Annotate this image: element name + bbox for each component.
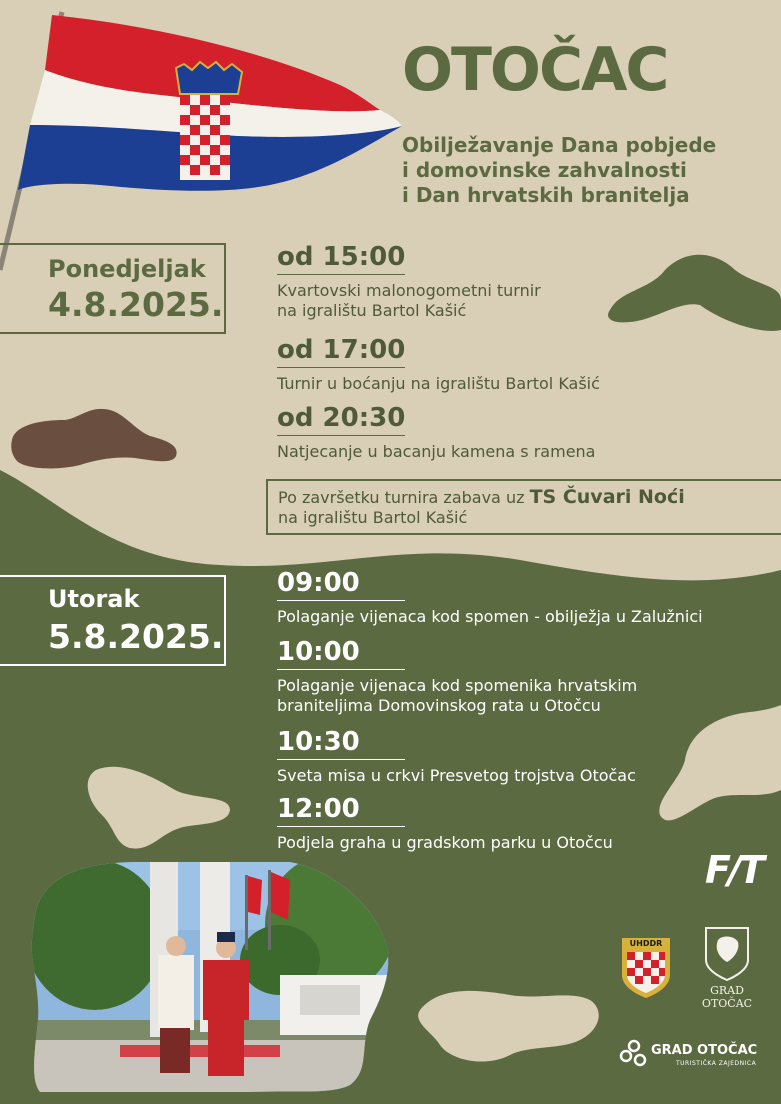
time-underline bbox=[277, 600, 405, 601]
day2-event bbox=[277, 727, 636, 786]
day1-name: Ponedjeljak bbox=[48, 255, 206, 283]
event-desc: Kvartovski malonogometni turnir bbox=[277, 281, 541, 300]
time-underline bbox=[277, 759, 405, 760]
event-time: 09:00 bbox=[277, 568, 360, 598]
event-time: 12:00 bbox=[277, 794, 360, 824]
time-underline bbox=[277, 274, 405, 275]
time-underline bbox=[277, 435, 405, 436]
day2-date: 5.8.2025. bbox=[48, 617, 224, 656]
day1-date: 4.8.2025. bbox=[48, 285, 224, 324]
day2-event bbox=[277, 637, 637, 716]
event-time: 10:00 bbox=[277, 637, 360, 667]
event-time: od 20:30 bbox=[277, 403, 406, 433]
event-desc: na igralištu Bartol Kašić bbox=[277, 301, 467, 320]
event-desc: Polaganje vijenaca kod spomenika hrvatskim bbox=[277, 676, 638, 695]
town-title: OTOČAC bbox=[402, 35, 668, 105]
camo-blob-olive bbox=[608, 255, 781, 331]
ft-logo: F/T bbox=[705, 848, 762, 892]
day1-event bbox=[277, 335, 600, 394]
grad-otocac-logo-text bbox=[692, 984, 762, 1010]
grad-line1: GRAD bbox=[710, 984, 744, 997]
monument-photo bbox=[25, 855, 400, 1100]
time-underline bbox=[277, 826, 405, 827]
event-time: od 15:00 bbox=[277, 242, 406, 272]
event-desc: braniteljima Domovinskog rata u Otočcu bbox=[277, 696, 601, 715]
after-party-box bbox=[266, 479, 781, 535]
event-desc: Turnir u boćanju na igralištu Bartol Kašić bbox=[277, 374, 600, 393]
time-underline bbox=[277, 367, 405, 368]
tz-name: GRAD OTOČAC bbox=[651, 1043, 758, 1058]
band-name: TS Čuvari Noći bbox=[529, 486, 685, 508]
subtitle-line: i domovinske zahvalnosti bbox=[402, 158, 687, 182]
time-underline bbox=[277, 669, 405, 670]
subtitle-line: i Dan hrvatskih branitelja bbox=[402, 183, 690, 207]
subtitle-line: Obilježavanje Dana pobjede bbox=[402, 133, 717, 157]
grad-line2: OTOČAC bbox=[701, 997, 753, 1010]
day2-name: Utorak bbox=[48, 585, 140, 613]
after-party-line2: na igralištu Bartol Kašić bbox=[278, 508, 468, 527]
day2-event bbox=[277, 568, 703, 627]
after-party-line1 bbox=[278, 487, 781, 508]
uhddr-label: UHDDR bbox=[629, 939, 663, 948]
event-desc: Polaganje vijenaca kod spomen - obilježja u Zalužnici bbox=[277, 607, 703, 626]
croatian-flag bbox=[0, 12, 402, 270]
event-time: od 17:00 bbox=[277, 335, 406, 365]
day2-event bbox=[277, 794, 613, 853]
after-party-prefix: Po završetku turnira zabava uz bbox=[278, 488, 530, 507]
day1-event bbox=[277, 403, 595, 462]
tz-sub: TURISTIČKA ZAJEDNICA bbox=[676, 1060, 757, 1067]
event-subtitle bbox=[402, 133, 772, 208]
event-desc: Podjela graha u gradskom parku u Otočcu bbox=[277, 833, 613, 852]
day1-box bbox=[0, 243, 226, 334]
event-time: 10:30 bbox=[277, 727, 360, 757]
day2-box bbox=[0, 575, 226, 666]
event-desc: Sveta misa u crkvi Presvetog trojstva Otočac bbox=[277, 766, 636, 785]
camo-blob-brown bbox=[11, 409, 176, 469]
day1-event bbox=[277, 242, 541, 321]
event-desc: Natjecanje u bacanju kamena s ramena bbox=[277, 442, 596, 461]
